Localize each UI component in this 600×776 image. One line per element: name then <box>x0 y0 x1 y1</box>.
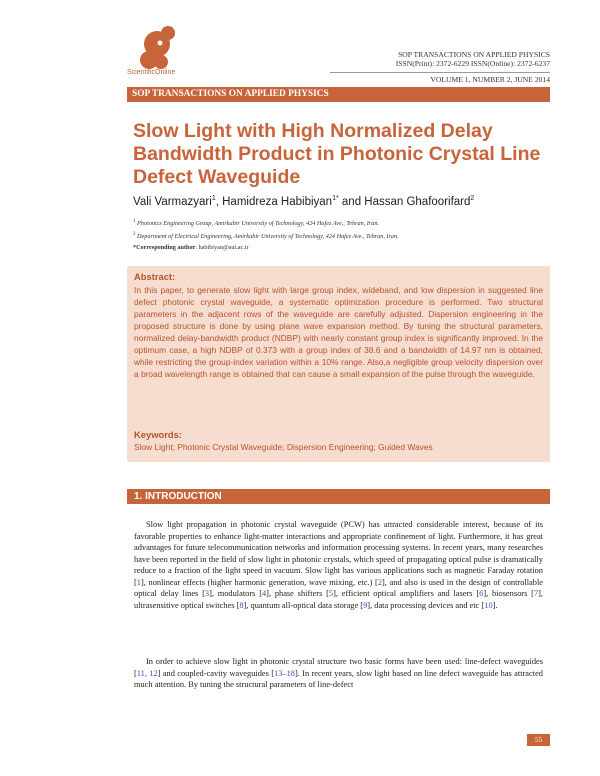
author-sup: 1 <box>211 195 216 202</box>
citation-link[interactable]: 6 <box>479 589 484 598</box>
citation-link[interactable]: 7 <box>533 589 539 598</box>
intro-paragraph-2: In order to achieve slow light in photonic crystal structure two basic forms have been used: line-defect waveguides [11, 12] and coupled-cavity waveguides [13–18]. In recent years, slow light based on line defect waveguide has attracted much attention. By tuning the structural parameters of line-defect <box>134 657 543 689</box>
citation-link[interactable]: 11, 12 <box>136 668 158 678</box>
citation-link[interactable]: 5 <box>328 589 334 598</box>
author-name: Hamidreza Habibiyan <box>222 195 333 208</box>
citation-link[interactable]: 8 <box>239 600 244 610</box>
volume-info: VOLUME 1, NUMBER 2, JUNE 2014 <box>430 74 550 84</box>
section-heading: 1. INTRODUCTION <box>134 491 222 502</box>
author-list <box>133 195 474 208</box>
corresponding-email[interactable]: : habibiyan@aut.ac.ir <box>195 244 249 252</box>
author-sup: 2 <box>470 195 475 202</box>
abstract-heading: Abstract: <box>134 271 176 282</box>
abstract-text: In this paper, to generate slow light with large group index, wideband, and low dispersion in suggested line defect photonic crystal waveguide, a systematic optimization procedure is performed. Two structural parameters in the adjacent rows of the waveguide are carefully adjusted. Dispersion engineering in the proposed structure is done by using plane wave expansion method. By tuning the structural parameters, normalized delay-bandwidth product (NDBP) with nearly constant group index is significantly improved. In the optimum case, a high NDBP of 0.373 with a group index of 38.6 and a bandwidth of 14.97 nm is obtained, while restricting the group-index variation within a 10% range. Also,a negligible group velocity dispersion over a broad wavelength range is obtained that can cause a small expansion of the pulse through the waveguide. <box>134 285 543 379</box>
citation-link[interactable]: 4 <box>261 589 267 598</box>
section-band <box>127 489 550 504</box>
issn: ISSN(Print): 2372-6229 ISSN(Online): 2372-6237 <box>395 59 550 69</box>
citation-link[interactable]: 10 <box>484 600 493 610</box>
citation-link[interactable]: 2 <box>377 577 383 587</box>
citation-link[interactable]: 1 <box>136 577 141 587</box>
citation-link[interactable]: 3 <box>204 589 210 598</box>
header-rule <box>330 72 550 73</box>
keywords-text: Slow Light; Photonic Crystal Waveguide; Dispersion Engineering; Guided Waves <box>134 442 433 452</box>
affiliations <box>133 216 553 253</box>
corresponding-author: *Corresponding author: habibiyan@aut.ac.ir <box>133 244 249 252</box>
journal-name: SOP TRANSACTIONS ON APPLIED PHYSICS <box>398 50 550 59</box>
author-separator: , <box>215 195 223 208</box>
journal-band-title: SOP TRANSACTIONS ON APPLIED PHYSICS <box>132 89 329 99</box>
citation-link[interactable]: 13–18 <box>274 668 295 678</box>
author-sup: 1* <box>332 195 339 202</box>
intro-paragraph-1: Slow light propagation in photonic crystal waveguide (PCW) has attracted considerable interest, because of its favorable properties to enhance light-matter interactions and appropriate confinement of light. Furthermore, it has great advantages for future telecommunication networks and information processing systems. In recent years, many researches have been reported in the field of slow light in photonic crystals, which speed of propagating optical pulse is dramatically reduce to a fraction of the light speed in vacuum. Slow light has various applications such as magnetic Faraday rotation [1], nonlinear effects (higher harmonic generation, wave mixing, etc.) [2], and also is used in the design of controllable optical delay lines [3], modulators [4], phase shifters [5], efficient optical amplifiers and lasers [6], biosensors [7], ultrasensitive optical switches [8], quantum all-optical data storage [9], data processing devices and etc [10]. <box>134 520 543 610</box>
citation-link[interactable]: 9 <box>363 600 368 610</box>
paper-title: Slow Light with High Normalized Delay Bandwidth Product in Photonic Crystal Line Defect Waveguide <box>133 120 541 188</box>
logo-text: ScientificOnline <box>127 69 176 76</box>
author-name: Vali Varmazyari <box>133 195 212 208</box>
author-name: Hassan Ghafoorifard <box>364 195 471 208</box>
page-number: 55 <box>527 734 550 746</box>
journal-band <box>127 87 550 102</box>
journal-header <box>330 50 550 84</box>
author-separator: and <box>338 195 365 208</box>
affiliation: $^1$ Photonics Engineering Group, Amirkabir University of Technology, 424 Hafez Ave., Tehran, Iran. <box>133 219 379 228</box>
keywords-heading: Keywords: <box>134 429 182 440</box>
affiliation: $^2$ Department of Electrical Engineering, Amirkabir University of Technology, 424 Hafez Ave., Tehran, Iran. <box>133 232 399 241</box>
